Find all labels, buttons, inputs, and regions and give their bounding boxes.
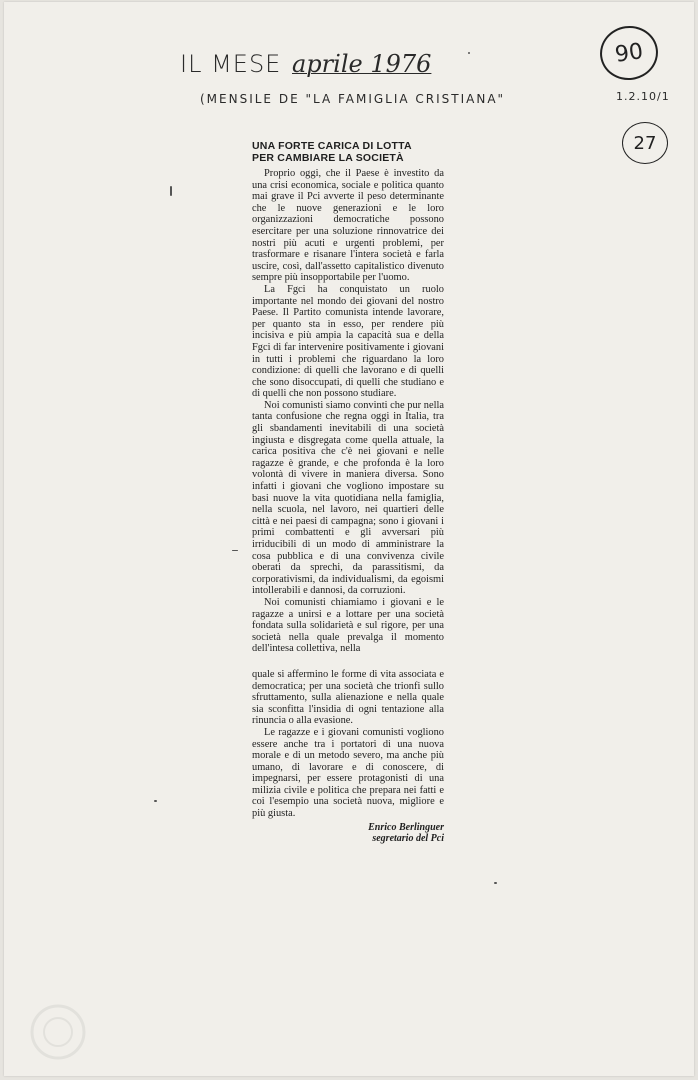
newspaper-clipping [252, 140, 444, 844]
archive-watermark-icon [28, 1002, 88, 1062]
handwritten-publication: IL MESE [180, 50, 282, 78]
headline-line-1: UNA FORTE CARICA DI LOTTA [252, 140, 412, 152]
headline-line-2: PER CAMBIARE LA SOCIETÀ [252, 152, 404, 164]
article-paragraph: Noi comunisti chiamiamo i giovani e le ragazze a unirsi e a lottare per una società fondata sulla solidarietà e sul rigore, per una società nella quale prevalga il momento dell'intesa collettiva, nella [252, 596, 444, 655]
article-paragraph: quale si affermino le forme di vita associata e democratica; per una società che trionfi sullo sfruttamento, sulla alienazione e nella quale sia sconfitta l'insidia di ogni tentazione alla rinuncia o alla evasione. [252, 668, 444, 727]
paper-mark [232, 550, 238, 551]
column-gap [252, 655, 444, 669]
archive-sheet [4, 2, 694, 1076]
signature-name: Enrico Berlinguer [368, 821, 444, 833]
paper-mark [154, 800, 157, 802]
handwritten-subtitle: (MENSILE DE "LA FAMIGLIA CRISTIANA" [200, 92, 506, 106]
paper-mark [494, 882, 497, 884]
handwritten-reference: 1.2.10/1 [616, 90, 670, 103]
circled-page-number [622, 122, 668, 164]
article-paragraph: Proprio oggi, che il Paese è investito da una crisi economica, sociale e politica quanto mai grave il Pci avverte il peso determinante che le nuove generazioni e le loro organizzazioni democratiche possono esercitare per una soluzione rinnovatrice dei nostri più acuti e urgenti problemi, per trasformare e risanare l'intera società e farla uscire, così, dall'assetto capitalistico divenuto sempre più insopportabile per l'uomo. [252, 168, 444, 284]
circled-page-number-text: 27 [633, 132, 657, 154]
circled-number-top [597, 22, 662, 84]
article-signature [252, 822, 444, 844]
paper-mark [170, 186, 172, 196]
signature-title: segretario del Pci [372, 832, 444, 844]
article-headline [252, 140, 444, 164]
circled-number-top-text: 90 [613, 38, 645, 68]
handwritten-date: aprile 1976 [292, 50, 432, 78]
article-paragraph: Noi comunisti siamo convinti che pur nella tanta confusione che regna oggi in Italia, tra gli sbandamenti inevitabili di una società ingiusta e disgregata come quella attuale, la carica positiva che c'è nei giovani e nelle ragazze è grande, e che profonda è la loro volontà di vivere in maniera diversa. Sono infatti i giovani che vogliono impostare su basi nuove la vita quotidiana nella famiglia, nella scuola, nel lavoro, nei quartieri delle città e nei paesi di campagna; sono i giovani i primi combattenti e gli avversari più irriducibili di un modo di amministrare la cosa pubblica e di una convivenza civile oberati da sprechi, da parassitismi, da corporativismi, da individualismi, da egoismi intollerabili e dannosi, da corruzioni. [252, 399, 444, 597]
article-paragraph: Le ragazze e i giovani comunisti vogliono essere anche tra i portatori di una nuova morale e di un metodo severo, ma anche più umano, di lavorare e di conoscere, di impegnarsi, per essere protagonisti di una milizia civile e politica che prepara nei fatti e coi l'esempio una società nuova, migliore e più giusta. [252, 726, 444, 820]
article-paragraph: La Fgci ha conquistato un ruolo importante nel mondo dei giovani del nostro Paese. Il Partito comunista intende lavorare, per quanto sta in esso, per rendere più incisiva e più ampia la capacità sua e della Fgci di far intervenire positivamente i giovani in tutti i problemi che riguardano la loro condizione: di quelli che lavorano e di quelli che sono disoccupati, di quelli che studiano e di quelli che non possono studiare. [252, 283, 444, 400]
paper-mark [468, 52, 470, 54]
